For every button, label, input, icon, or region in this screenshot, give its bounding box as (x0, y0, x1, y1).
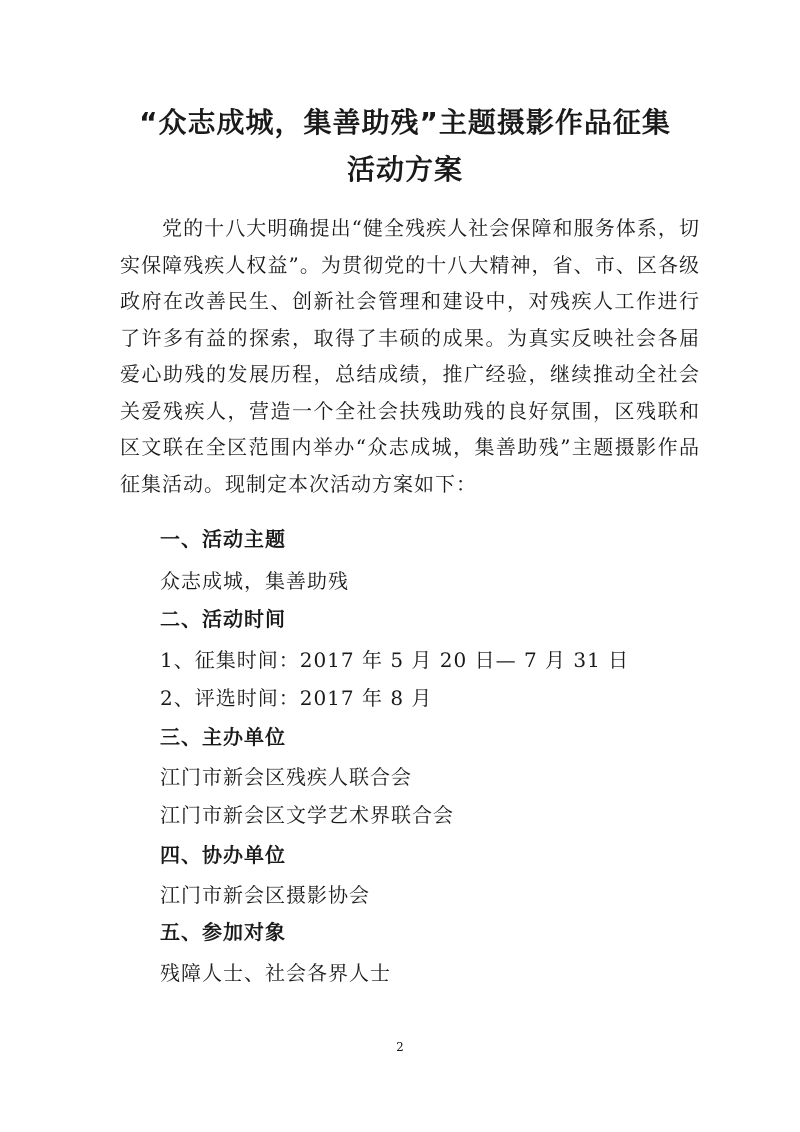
document-title-line-1: “众志成城，集善助残”主题摄影作品征集 (139, 106, 671, 139)
section-heading-time: 二、活动时间 (160, 607, 286, 631)
section-heading-co-organizer: 四、协办单位 (160, 843, 286, 867)
section-heading-participants: 五、参加对象 (160, 920, 286, 944)
section-item-co-organizer-1: 江门市新会区摄影协会 (160, 883, 370, 907)
page-number: 2 (396, 1040, 404, 1054)
section-item-participants-1: 残障人士、社会各界人士 (160, 961, 391, 985)
section-item-collection-time: 1、征集时间：2017 年 5 月 20 日— 7 月 31 日 (160, 648, 630, 672)
document-title-line-2: 活动方案 (346, 153, 463, 186)
section-heading-organizer: 三、主办单位 (160, 725, 286, 749)
section-heading-theme: 一、活动主题 (160, 527, 286, 551)
section-item-organizer-2: 江门市新会区文学艺术界联合会 (160, 803, 454, 827)
section-item-selection-time: 2、评选时间：2017 年 8 月 (160, 686, 433, 710)
intro-paragraph: 党的十八大明确提出“健全残疾人社会保障和服务体系，切实保障残疾人权益”。为贯彻党的十八大精神，省、市、区各级政府在改善民生、创新社会管理和建设中，对残疾人工作进行了许多有益的探索，取得了丰硕的成果。为真实反映社会各届爱心助残的发展历程，总结成绩，推广经验，继续推动全社会关爱残疾人，营造一个全社会扶残助残的良好氛围，区残联和区文联在全区范围内举办“众志成城，集善助残”主题摄影作品征集活动。现制定本次活动方案如下： (120, 216, 700, 496)
section-item-organizer-1: 江门市新会区残疾人联合会 (160, 765, 412, 789)
section-text-theme: 众志成城，集善助残 (160, 569, 349, 593)
